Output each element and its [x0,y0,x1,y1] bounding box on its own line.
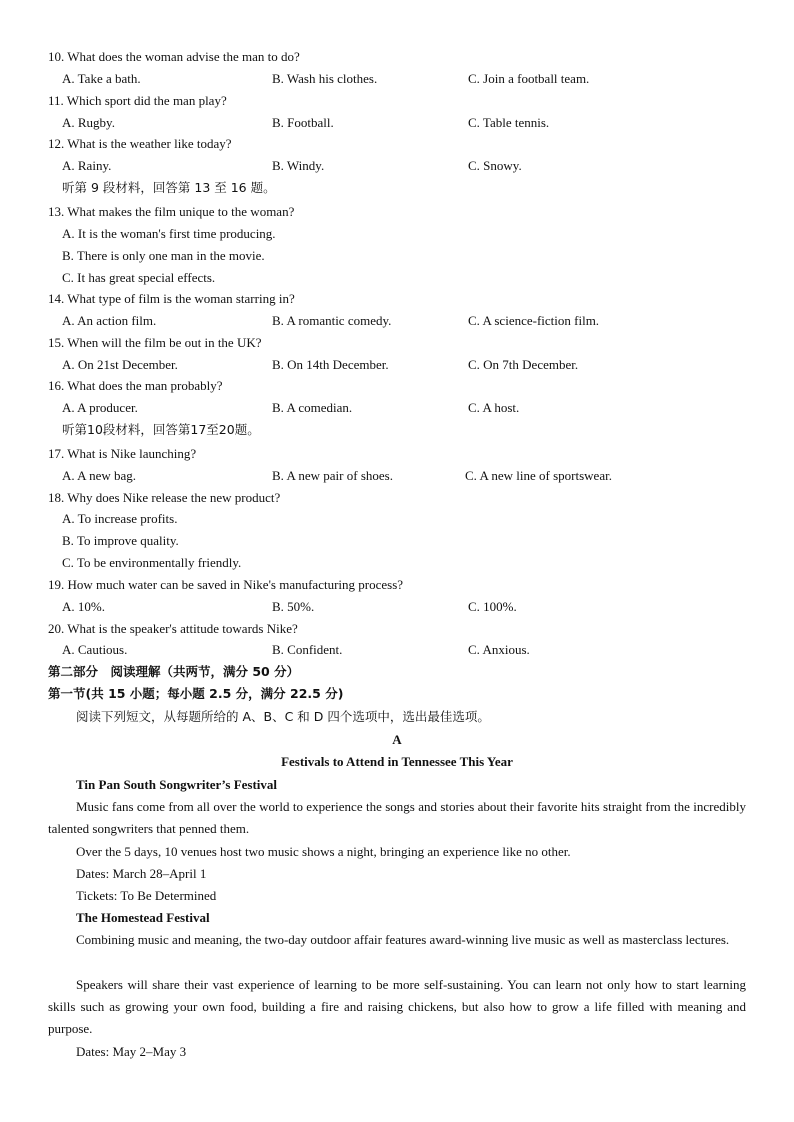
question-text: What makes the film unique to the woman? [67,204,295,219]
option-b: B. A romantic comedy. [272,313,392,328]
passage-label: A [392,732,402,747]
option-c: C. A new line of sportswear. [465,468,612,483]
question-text: Which sport did the man play? [66,93,227,108]
reading-direction: 阅读下列短文，从每题所给的 A、B、C 和 D 四个选项中，选出最佳选项。 [76,709,490,724]
option-a: A. Take a bath. [62,71,141,86]
question-17 [48,445,196,463]
option-c: C. A science-fiction film. [468,313,600,328]
paragraph: Combining music and meaning, the two-day outdoor affair features award-winning live music as well as masterclass lectures. [76,932,730,947]
option-a: A. 10%. [62,599,105,614]
question-text: What is Nike launching? [67,446,197,461]
question-text: How much water can be saved in Nike's manufacturing process? [67,577,404,592]
option-a: A. A new bag. [62,468,137,483]
option-c: C. Snowy. [468,158,522,173]
option-a: A. It is the woman's first time producing. [62,226,276,241]
option-b: B. On 14th December. [272,357,389,372]
option-a: A. Rugby. [62,115,115,130]
question-text: What does the woman advise the man to do? [67,49,300,64]
option-a: A. A producer. [62,400,138,415]
paragraph: Music fans come from all over the world to experience the songs and stories about their favorite hits straight from the incredibly talented songwriters that penned them. [48,799,746,836]
question-text: What is the speaker's attitude towards Nike? [67,621,298,636]
option-b: B. There is only one man in the movie. [62,248,265,263]
paragraph: Speakers will share their vast experience of learning to be more self-sustaining. You can learn not only how to start learning skills such as growing your own food, building a fire and raising chickens, but also how to grow a life filled with meaning and purpose. [48,977,746,1036]
part-two-heading: 第二部分 阅读理解（共两节，满分 50 分） [48,664,300,679]
option-c: C. It has great special effects. [62,270,216,285]
festival-dates: Dates: May 2–May 3 [76,1044,187,1059]
option-b: B. 50%. [272,599,315,614]
listening-instruction-section-10: 听第10段材料，回答第17至20题。 [62,422,260,437]
question-number: 13. [48,204,65,219]
question-number: 12. [48,136,65,151]
option-b: B. Football. [272,115,334,130]
festival-dates: Dates: March 28–April 1 [76,866,207,881]
listening-instruction-section-9: 听第 9 段材料，回答第 13 至 16 题。 [62,180,276,195]
option-b: B. To improve quality. [62,533,179,548]
question-number: 18. [48,490,65,505]
question-12 [48,135,232,153]
question-text: What does the man probably? [67,378,223,393]
option-b: B. Windy. [272,158,325,173]
paragraph: Over the 5 days, 10 venues host two music shows a night, bringing an experience like no other. [76,844,571,859]
question-text: Why does Nike release the new product? [67,490,281,505]
question-number: 15. [48,335,65,350]
option-b: B. A comedian. [272,400,353,415]
option-a: A. To increase profits. [62,511,178,526]
option-a: A. An action film. [62,313,157,328]
question-number: 17. [48,446,65,461]
question-number: 10. [48,49,65,64]
question-number: 16. [48,378,65,393]
question-20 [48,620,298,638]
section-one-heading: 第一节(共 15 小题；每小题 2.5 分，满分 22.5 分) [48,686,344,701]
option-a: A. Cautious. [62,642,128,657]
question-10 [48,48,300,66]
question-number: 11. [48,93,64,108]
question-text: When will the film be out in the UK? [67,335,262,350]
option-b: B. Wash his clothes. [272,71,378,86]
question-text: What type of film is the woman starring in? [67,291,295,306]
festival-name: The Homestead Festival [76,910,210,925]
festival-name: Tin Pan South Songwriter’s Festival [76,777,278,792]
question-15 [48,334,262,352]
question-number: 19. [48,577,65,592]
question-text: What is the weather like today? [67,136,232,151]
question-number: 20. [48,621,65,636]
option-c: C. 100%. [468,599,517,614]
passage-title: Festivals to Attend in Tennessee This Year [281,754,513,769]
question-18 [48,489,280,507]
option-a: A. On 21st December. [62,357,178,372]
option-b: B. Confident. [272,642,343,657]
question-14 [48,290,295,308]
option-c: C. Table tennis. [468,115,550,130]
option-c: C. A host. [468,400,520,415]
question-19 [48,576,403,594]
question-13 [48,203,294,221]
festival-tickets: Tickets: To Be Determined [76,888,217,903]
question-11 [48,92,227,110]
option-c: C. Anxious. [468,642,530,657]
question-16 [48,377,223,395]
option-b: B. A new pair of shoes. [272,468,393,483]
option-a: A. Rainy. [62,158,112,173]
question-number: 14. [48,291,65,306]
option-c: C. To be environmentally friendly. [62,555,242,570]
option-c: C. Join a football team. [468,71,590,86]
option-c: C. On 7th December. [468,357,579,372]
